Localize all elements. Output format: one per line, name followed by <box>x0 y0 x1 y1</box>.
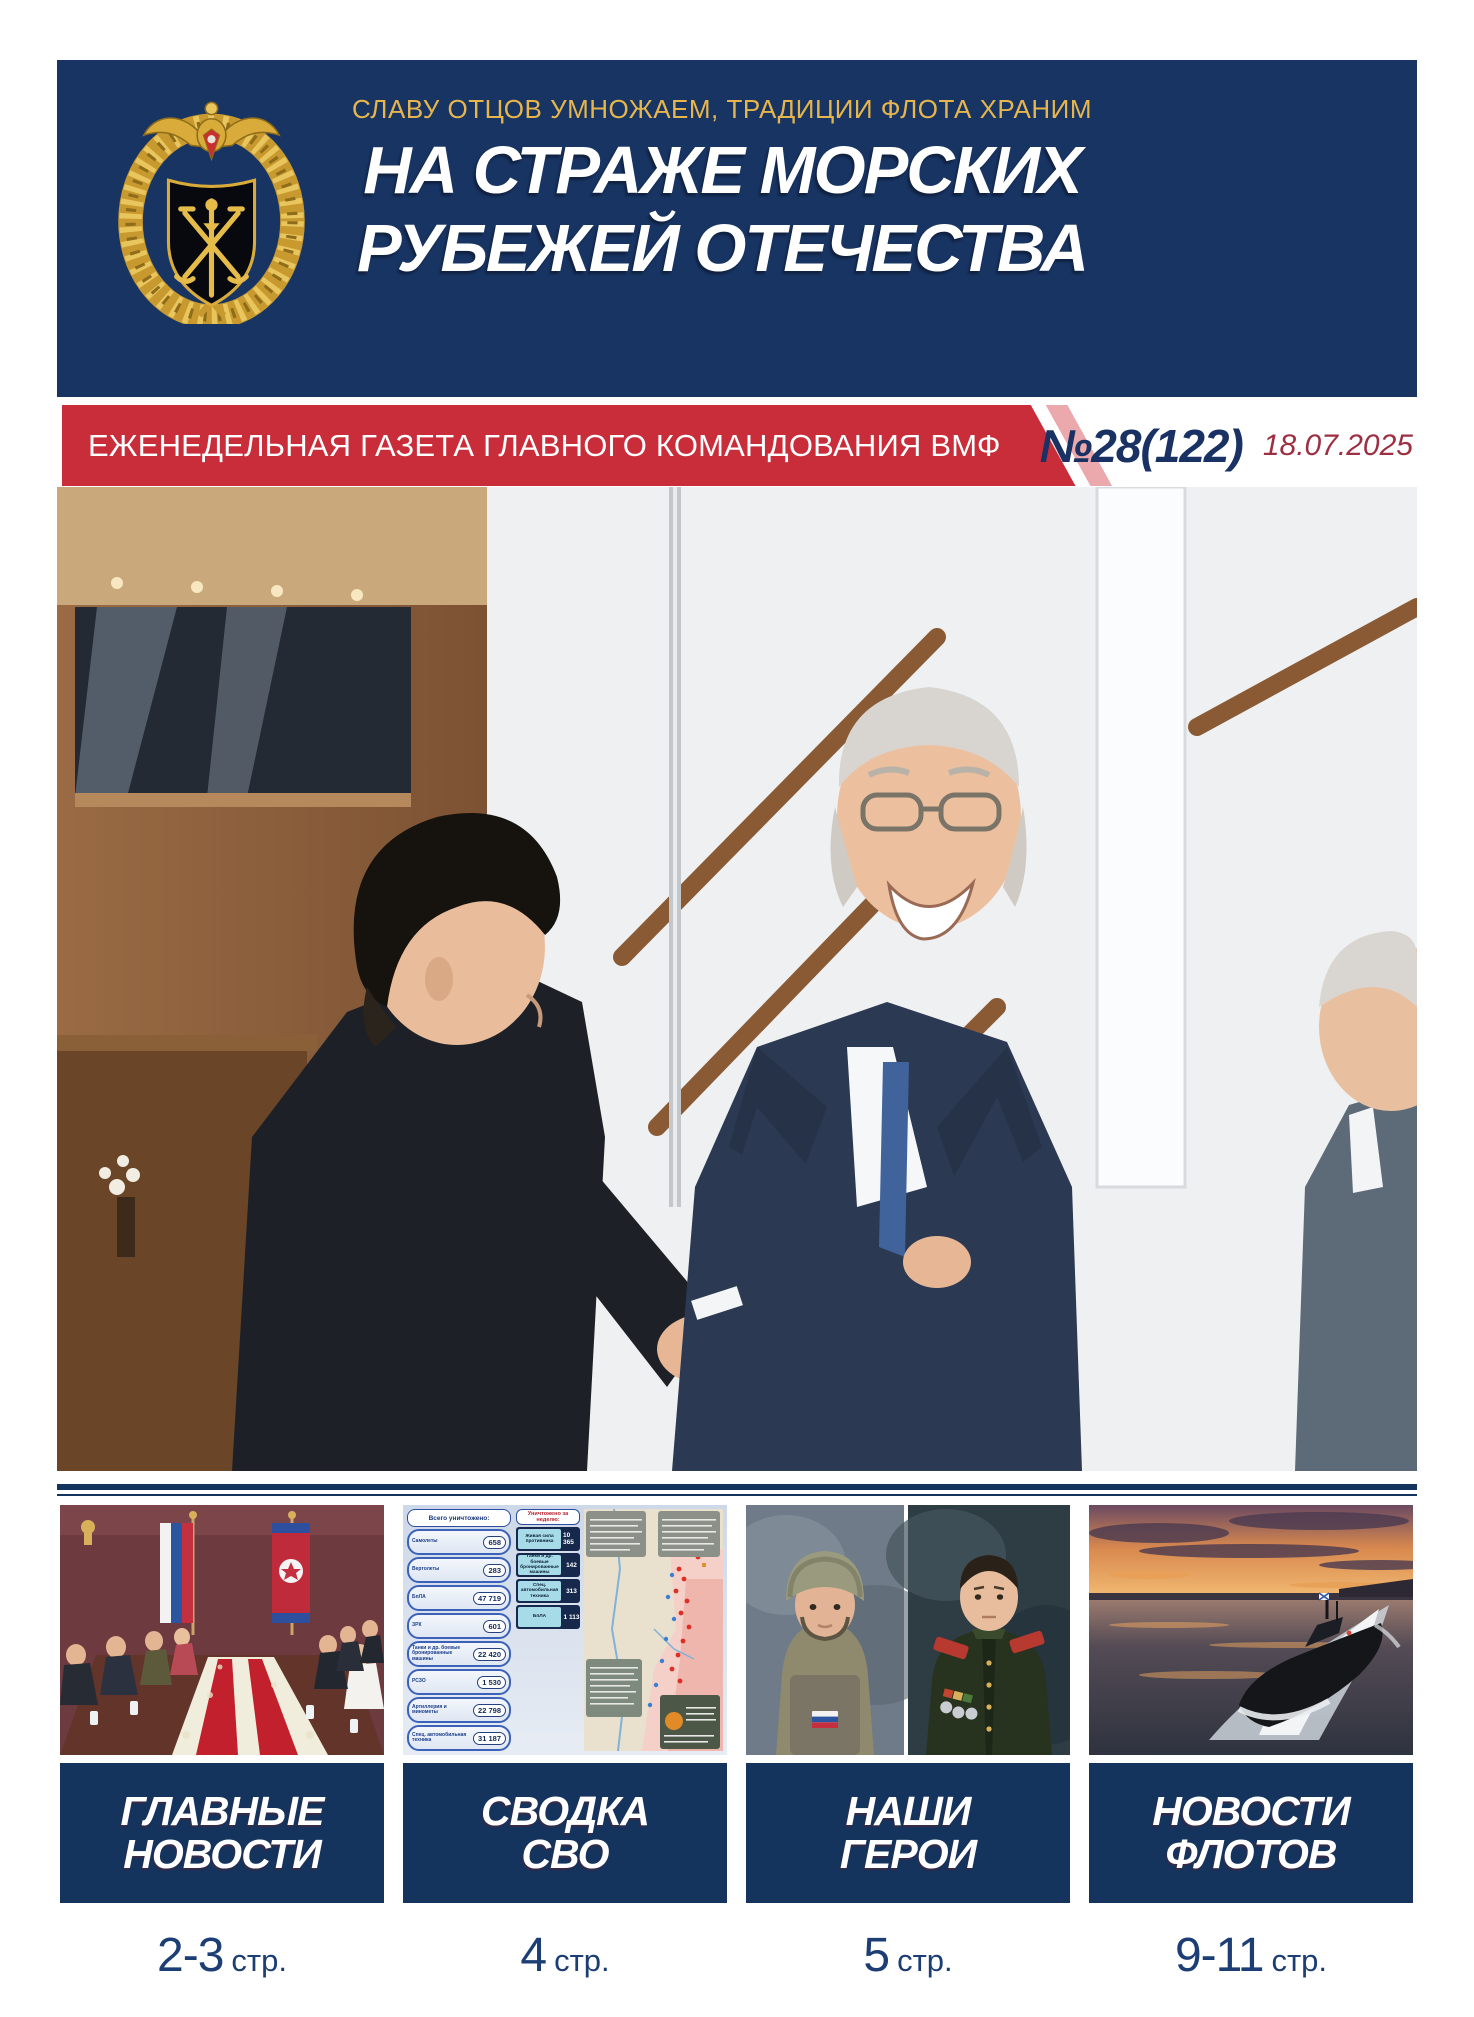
infographic-total-row <box>407 1557 511 1583</box>
teaser-pageref-our-heroes <box>746 1928 1070 1983</box>
infographic-label: Вертолеты <box>412 1566 440 1573</box>
page-number: 5 <box>863 1929 890 1982</box>
issue-banner-label: ЕЖЕНЕДЕЛЬНАЯ ГАЗЕТА ГЛАВНОГО КОМАНДОВАНИЯ ВМФ <box>88 427 1001 463</box>
page-suffix: стр. <box>897 1943 953 1978</box>
infographic-label: Танки и др. боевые бронированные машины <box>412 1644 461 1662</box>
infographic-value: 1 530 <box>477 1676 506 1689</box>
caption-line: ГЛАВНЫЕ <box>120 1788 324 1835</box>
infographic-total-row <box>407 1529 511 1555</box>
infographic-label: Танки и др. боевые бронированные машины <box>518 1555 561 1575</box>
infographic-week-row <box>516 1579 580 1603</box>
infographic-label: Самолеты <box>412 1538 438 1545</box>
infographic-week-row <box>516 1605 580 1629</box>
infographic-week-row <box>516 1527 580 1551</box>
caption-line: ГЕРОИ <box>839 1831 977 1877</box>
infographic-value: 601 <box>483 1620 506 1633</box>
teaser-thumb-svo-report <box>403 1505 727 1755</box>
infographic-value: 47 719 <box>473 1592 506 1605</box>
infographic-total-header: Всего уничтожено: <box>407 1509 511 1527</box>
page-number: 4 <box>520 1929 547 1982</box>
teaser-thumb-main-news <box>60 1505 384 1755</box>
masthead <box>57 60 1417 397</box>
infographic-front-map <box>584 1509 723 1751</box>
infographic-week-row <box>516 1553 580 1577</box>
infographic-total-row <box>407 1697 511 1723</box>
infographic-total-row <box>407 1725 511 1751</box>
infographic-label: БпЛА <box>412 1594 426 1601</box>
teaser-caption-fleet-news <box>1089 1763 1413 1903</box>
navy-emblem-icon <box>109 88 314 378</box>
caption-line: ФЛОТОВ <box>1165 1831 1337 1877</box>
issue-date: 18.07.2025 <box>1262 428 1413 462</box>
infographic-label: Артиллерия и минометы <box>412 1703 447 1715</box>
masthead-title-line2: РУБЕЖЕЙ ОТЕЧЕСТВА <box>356 210 1088 286</box>
caption-line: СВО <box>521 1831 609 1877</box>
caption-line: СВОДКА <box>481 1788 649 1835</box>
teaser-caption-main-news <box>60 1763 384 1903</box>
page-suffix: стр. <box>231 1943 287 1978</box>
infographic-value: 22 420 <box>473 1648 506 1661</box>
caption-line: НОВОСТИ <box>1152 1788 1350 1835</box>
infographic-label: БпЛА <box>518 1607 561 1627</box>
infographic-total-rows <box>407 1529 511 1751</box>
issue-banner <box>62 405 1417 486</box>
masthead-title-line1: НА СТРАЖЕ МОРСКИХ <box>363 133 1081 208</box>
infographic-value: 31 187 <box>473 1732 506 1745</box>
infographic-value: 142 <box>566 1561 577 1569</box>
page-suffix: стр. <box>554 1943 610 1978</box>
main-photo-kim-lavrov-handshake <box>57 487 1417 1471</box>
infographic-total-row <box>407 1585 511 1611</box>
infographic-week-header: Уничтожено за неделю: <box>516 1509 580 1525</box>
infographic-total-row <box>407 1613 511 1639</box>
infographic-label: Спец. автомобильная техника <box>518 1581 561 1601</box>
infographic-total-row <box>407 1669 511 1695</box>
teaser-pageref-fleet-news <box>1089 1928 1413 1983</box>
infographic-label: Спец. автомобильная техника <box>412 1731 467 1743</box>
masthead-slogan: СЛАВУ ОТЦОВ УМНОЖАЕМ, ТРАДИЦИИ ФЛОТА ХРАНИМ <box>352 94 1092 124</box>
infographic-label: ЗРК <box>412 1622 422 1629</box>
infographic-value: 10 365 <box>563 1532 574 1546</box>
infographic-value: 1 113 <box>563 1613 580 1621</box>
teaser-caption-our-heroes <box>746 1763 1070 1903</box>
separator-thick-line <box>57 1484 1417 1490</box>
infographic-value: 313 <box>566 1587 577 1595</box>
issue-number: №28(122) <box>1039 419 1243 472</box>
page-number: 2-3 <box>157 1929 224 1982</box>
teaser-thumb-fleet-news <box>1089 1505 1413 1755</box>
teaser-pageref-svo-report <box>403 1928 727 1983</box>
teaser-thumb-our-heroes <box>746 1505 1070 1755</box>
infographic-week-rows <box>516 1527 580 1629</box>
separator-thin-line <box>57 1494 1417 1496</box>
caption-line: НАШИ <box>845 1788 971 1835</box>
infographic-total-row <box>407 1641 511 1667</box>
page-suffix: стр. <box>1271 1943 1328 1978</box>
caption-line: НОВОСТИ <box>123 1831 321 1877</box>
infographic-label: РСЗО <box>412 1678 426 1685</box>
infographic-value: 283 <box>483 1564 506 1577</box>
infographic-value: 22 798 <box>473 1704 506 1717</box>
infographic-value: 658 <box>483 1536 506 1549</box>
page-number: 9-11 <box>1174 1929 1264 1982</box>
infographic-label: Живая сила противника <box>518 1529 561 1549</box>
teaser-pageref-main-news <box>60 1928 384 1983</box>
teaser-caption-svo-report <box>403 1763 727 1903</box>
